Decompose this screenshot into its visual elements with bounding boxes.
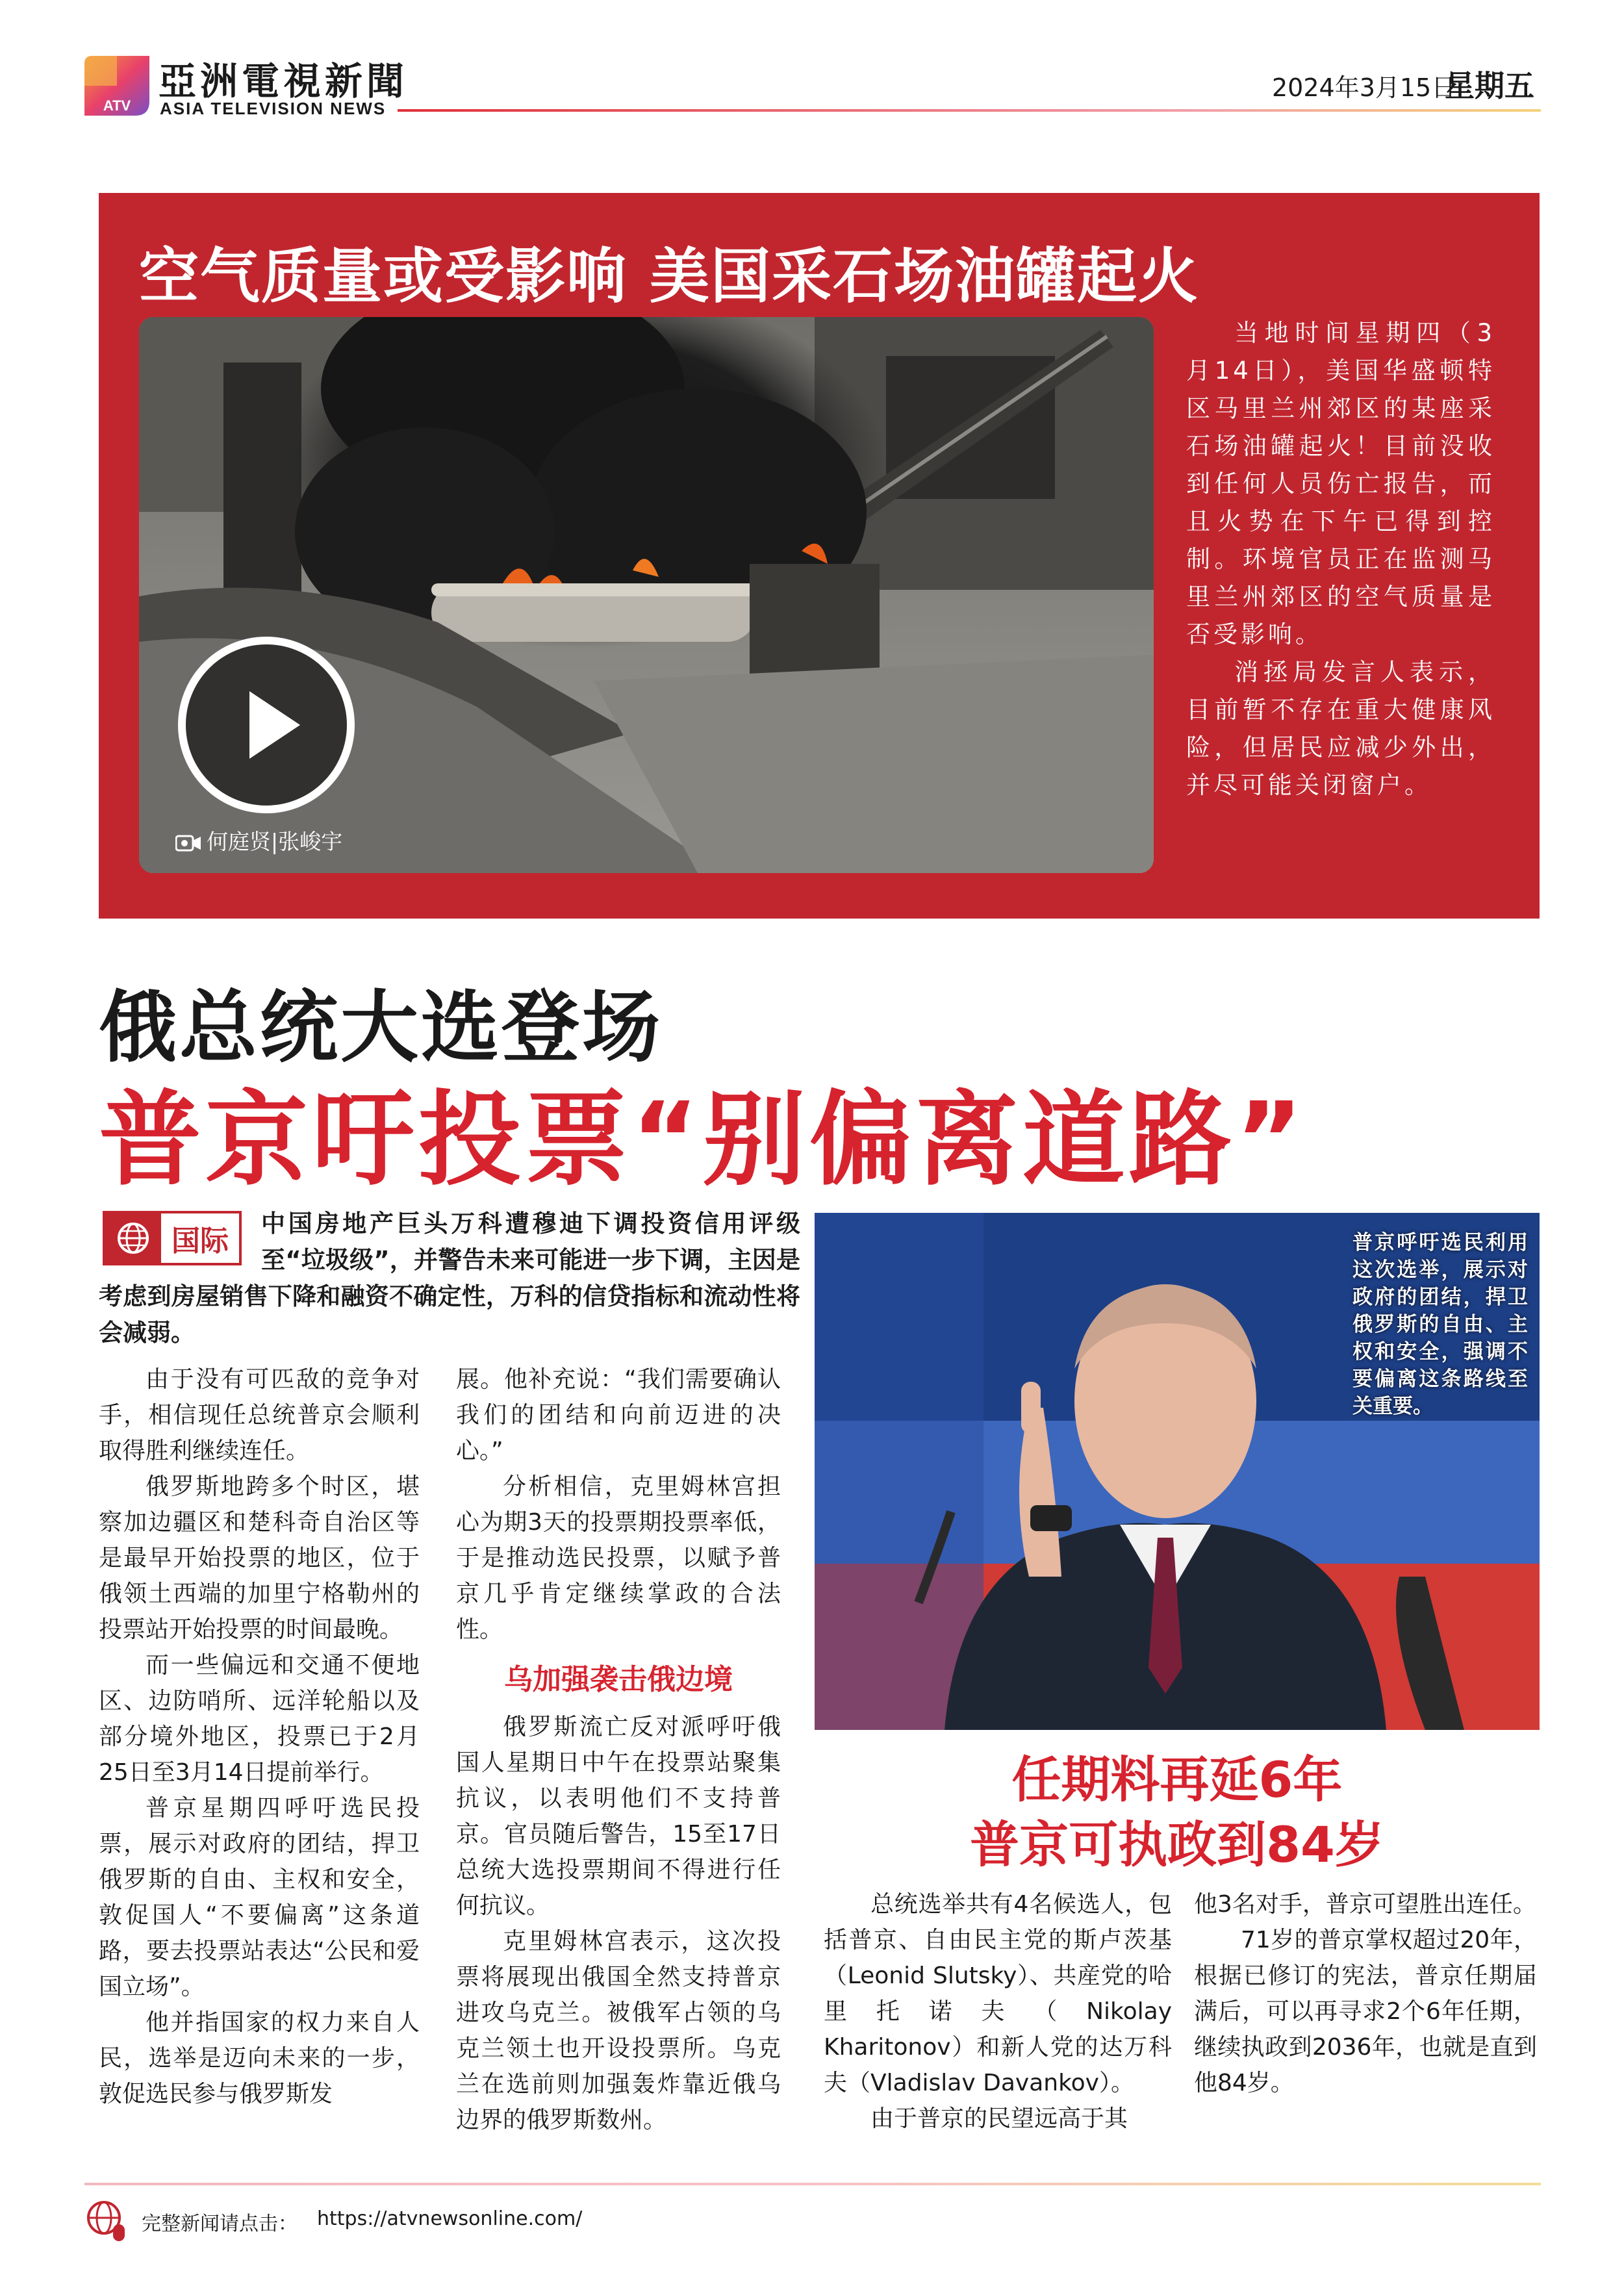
issue-weekday: 星期五 (1445, 68, 1534, 103)
sub-headline-line-2: 普京可执政到84岁 (970, 1816, 1384, 1873)
story-paragraph: 俄罗斯地跨多个时区，堪察加边疆区和楚科奇自治区等是最早开始投票的地区，位于俄领土西端的加里宁格勒州的投票站开始投票的时间最晚。 (99, 1473, 420, 1643)
story-paragraph: 他3名对手，普京可望胜出连任。 (1194, 1891, 1536, 1918)
category-label: 国际 (171, 1225, 229, 1258)
footer-link[interactable]: https://atvnewsonline.com/ (317, 2207, 583, 2230)
story-paragraph: 而一些偏远和交通不便地区、边防哨所、远洋轮船以及部分境外地区，投票已于2月25日至3月14日提前举行。 (99, 1652, 420, 1786)
story-paragraph: 克里姆林宫表示，这次投票将展现出俄国全然支持普京进攻乌克兰。被俄军占领的乌克兰领土也开设投票所。乌克兰在选前则加强轰炸靠近俄乌边界的俄罗斯数州。 (456, 1928, 781, 2133)
story-paragraph: 由于没有可匹敌的竞争对手，相信现任总统普京会顺利取得胜利继续连任。 (99, 1366, 420, 1464)
video-credit-names: 何庭贤|张峻宇 (207, 829, 343, 854)
globe-icon (105, 1213, 161, 1263)
photo-caption: 普京呼吁选民利用这次选举，展示对政府的团结，捍卫俄罗斯的自由、主权和安全，强调不要偏离这条路线至关重要。 (1352, 1231, 1528, 1418)
sub-headline (815, 1747, 1540, 1877)
story-column-3 (824, 1886, 1172, 2137)
story-paragraph: 由于普京的民望远高于其 (870, 2105, 1128, 2132)
main-headline: 普京吁投票“别偏离道路” (99, 1080, 1307, 1200)
svg-text:ATV: ATV (103, 97, 131, 114)
atv-logo (84, 56, 149, 116)
section-subhead: 乌加强袭击俄边境 (504, 1663, 733, 1696)
feature-body (1186, 314, 1495, 804)
category-tag[interactable] (103, 1211, 242, 1265)
feature-paragraph: 当地时间星期四（3月14日），美国华盛顿特区马里兰州郊区的某座采石场油罐起火！目前没收到任何人员伤亡报告，而且火势在下午已得到控制。环境官员正在监测马里兰州郊区的空气质量是否受影响。 (1186, 319, 1495, 648)
story-column-1 (99, 1362, 420, 2112)
footer-divider (84, 2183, 1541, 2185)
story-paragraph: 分析相信，克里姆林宫担心为期3天的投票期投票率低，于是推动选民投票，以赋予普京几乎肯定继续掌政的合法性。 (456, 1473, 781, 1643)
story-paragraph: 他并指国家的权力来自人民，选举是迈向未来的一步，敦促选民参与俄罗斯发 (99, 2009, 420, 2107)
issue-date: 2024年3月15日 (1272, 73, 1456, 102)
camera-icon (175, 833, 201, 853)
sub-headline-line-1: 任期料再延6年 (1011, 1751, 1343, 1809)
story-paragraph: 俄罗斯流亡反对派呼吁俄国人星期日中午在投票站聚集抗议，以表明他们不支持普京。官员随后警告，15至17日总统大选投票期间不得进行任何抗议。 (456, 1714, 781, 1919)
video-credit (175, 825, 342, 856)
footer-label: 完整新闻请点击： (142, 2213, 298, 2235)
feature-title: 空气质量或受影响 美国采石场油罐起火 (139, 242, 1200, 311)
globe-mouse-icon (84, 2197, 130, 2242)
story-paragraph: 展。他补充说：“我们需要确认我们的团结和向前迈进的决心。” (456, 1366, 781, 1464)
main-headline-kicker: 俄总统大选登场 (99, 983, 663, 1073)
story-paragraph: 71岁的普京掌权超过20年，根据已修订的宪法，普京任期届满后，可以再寻求2个6年任期，继续执政到2036年，也就是直到他84岁。 (1194, 1927, 1537, 2096)
play-icon (186, 644, 347, 806)
story-lead-text: 中国房地产巨头万科遭穆迪下调投资信用评级至“垃圾级”，并警告未来可能进一步下调，主因是考虑到房屋销售下降和融资不确定性，万科的信贷指标和流动性将会减弱。 (99, 1210, 800, 1347)
brand-name-cn: 亞洲電視新聞 (159, 59, 409, 103)
story-paragraph: 普京星期四呼吁选民投票，展示对政府的团结，捍卫俄罗斯的自由、主权和安全，敦促国人“不要偏离”这条道路，要去投票站表达“公民和爱国立场”。 (99, 1795, 420, 2000)
header-divider (398, 109, 1541, 112)
story-paragraph: 总统选举共有4名候选人，包括普京、自由民主党的斯卢茨基（Leonid Slutsky）、共産党的哈里托诺夫（Nikolay Kharitonov）和新人党的达万科夫（Vladislav Davankov）。 (824, 1891, 1172, 2096)
play-button[interactable] (178, 637, 355, 813)
story-column-4 (1194, 1886, 1537, 2101)
story-column-2 (456, 1362, 781, 2138)
feature-paragraph: 消拯局发言人表示，目前暂不存在重大健康风险，但居民应减少外出，并尽可能关闭窗户。 (1186, 658, 1495, 799)
brand-name-en: ASIA TELEVISION NEWS (160, 99, 387, 118)
